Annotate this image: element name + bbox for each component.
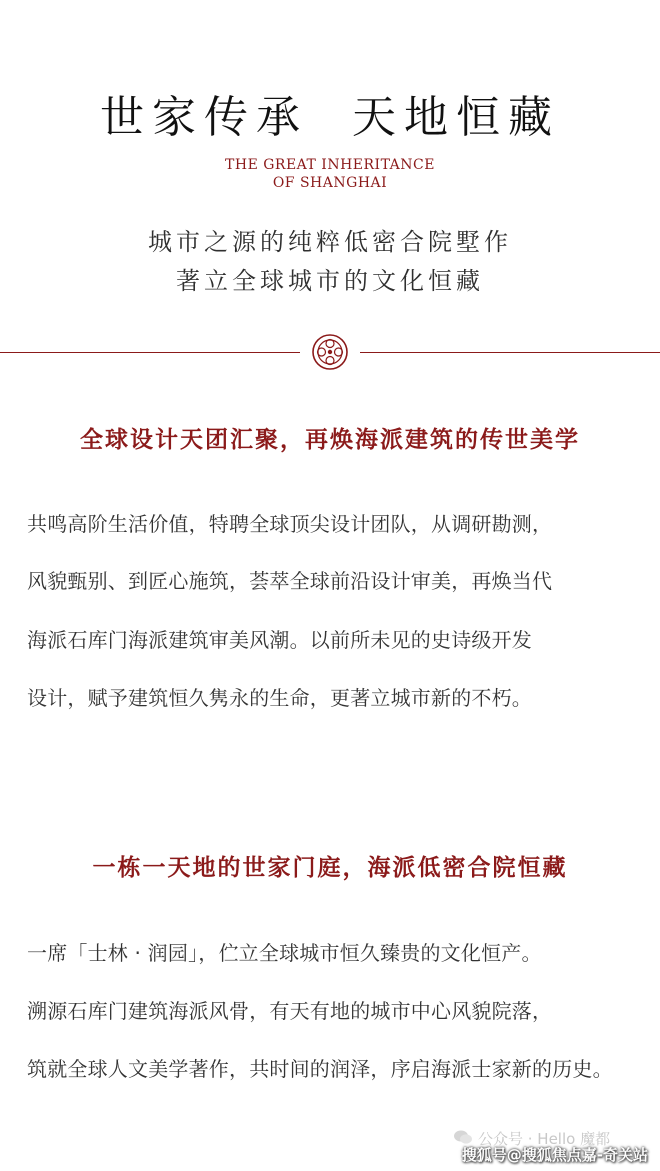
english-title-line-1: THE GREAT INHERITANCE	[225, 157, 435, 173]
subtitle-line-1: 城市之源的纯粹低密合院墅作	[148, 228, 512, 256]
paragraph-line: 共鸣高阶生活价值，特聘全球顶尖设计团队，从调研勘测，	[27, 512, 553, 536]
subtitle-line-2: 著立全球城市的文化恒藏	[176, 267, 484, 295]
paragraph-line: 筑就全球人文美学著作，共时间的润泽，序启海派士家新的历史。	[27, 1057, 613, 1081]
divider-right	[360, 352, 660, 353]
divider-left	[0, 352, 300, 353]
section-heading-courtyard: 一栋一天地的世家门庭，海派低密合院恒藏	[92, 855, 568, 881]
paragraph-line: 设计，赋予建筑恒久隽永的生命，更著立城市新的不朽。	[27, 686, 532, 710]
paragraph-line: 溯源石库门建筑海派风骨，有天有地的城市中心风貌院落，	[27, 999, 553, 1023]
paragraph-line: 一席「士林 · 润园」，伫立全球城市恒久臻贵的文化恒产。	[27, 941, 542, 965]
ornament-medallion-icon	[308, 332, 352, 372]
section-heading-design: 全球设计天团汇聚，再焕海派建筑的传世美学	[80, 427, 580, 453]
paragraph-line: 海派石库门海派建筑审美风潮。以前所未见的史诗级开发	[27, 628, 532, 652]
paragraph-line: 风貌甄别、到匠心施筑，荟萃全球前沿设计审美，再焕当代	[27, 569, 553, 593]
wechat-watermark: 公众号 · Hello 魔都	[478, 1130, 611, 1148]
english-title-line-2: OF SHANGHAI	[272, 175, 388, 191]
page-title: 世家传承 天地恒藏	[100, 92, 560, 143]
sohu-watermark: 搜狐号@搜狐焦点嘉-奇关站	[461, 1146, 648, 1164]
